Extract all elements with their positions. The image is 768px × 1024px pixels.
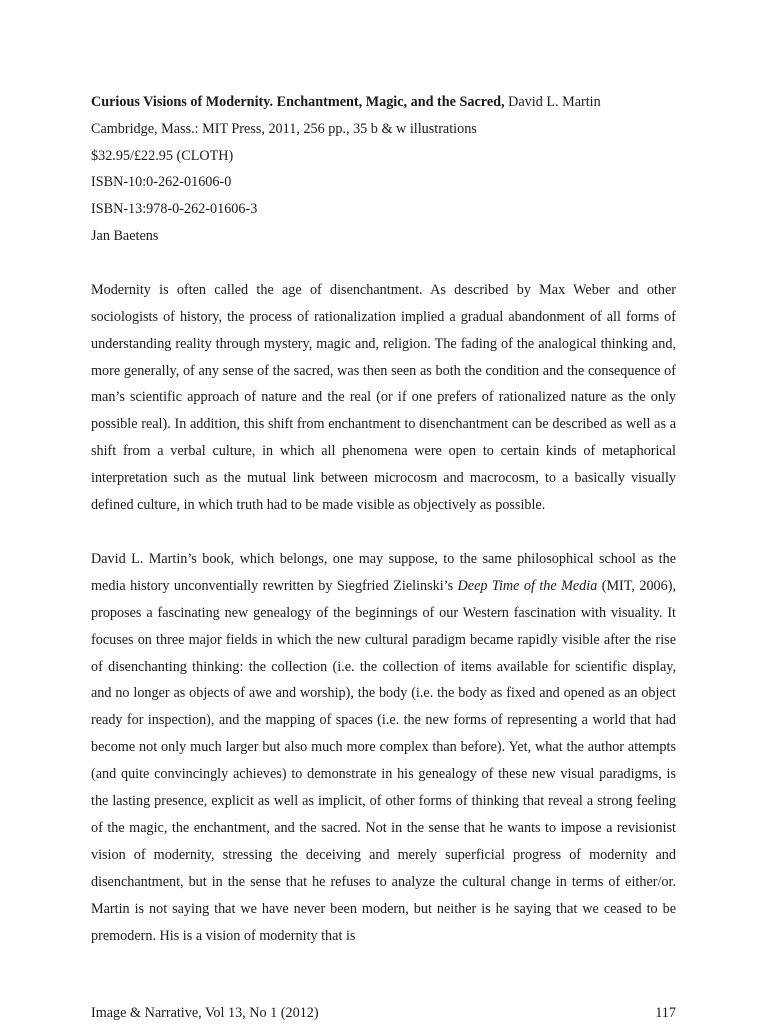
price-line: $32.95/£22.95 (CLOTH)	[91, 147, 234, 164]
journal-citation: Image & Narrative, Vol 13, No 1 (2012)	[91, 1005, 319, 1021]
page-footer	[91, 1004, 676, 1022]
title-line	[91, 89, 676, 116]
book-author: David L. Martin	[508, 94, 601, 110]
reviewer-name: Jan Baetens	[91, 227, 159, 244]
document-page	[91, 89, 676, 950]
cited-title: Deep Time of the Media	[457, 577, 598, 594]
publisher-line: Cambridge, Mass.: MIT Press, 2011, 256 pp., 35 b & w illustrations	[91, 120, 477, 137]
bibliographic-header	[91, 89, 676, 250]
body-paragraph-2	[91, 546, 676, 950]
paragraph2-text-start: David L. Martin’s book, which belongs, one may suppose, to the same philosophical school as the media history unconventially rewritten by Siegfried Zielinski’s	[91, 550, 676, 594]
book-title: Curious Visions of Modernity. Enchantment, Magic, and the Sacred,	[91, 94, 505, 110]
body-paragraph-1: Modernity is often called the age of disenchantment. As described by Max Weber and other sociologists of history, the process of rationalization implied a gradual abandonment of all forms of understanding reality through mystery, magic and, religion. The fading of the analogical thinking and, more generally, of any sense of the sacred, was then seen as both the condition and the consequence of man’s scientific approach of nature and the real (or if one prefers of rationalized nature as the only possible real). In addition, this shift from enchantment to disenchantment can be described as well as a shift from a verbal culture, in which all phenomena were open to certain kinds of metaphorical interpretation such as the mutual link between microcosm and macrocosm, to a basically visually defined culture, in which truth had to be made visible as objectively as possible.	[91, 281, 676, 514]
isbn10-line: ISBN-10:0-262-01606-0	[91, 174, 232, 191]
page-number: 117	[655, 1005, 676, 1021]
paragraph2-text-rest: (MIT, 2006), proposes a fascinating new genealogy of the beginnings of our Western fascination with visuality. It focuses on three major fields in which the new cultural paradigm became rapidly visible after the rise of disenchanting thinking: the collection (i.e. the collection of items available for scientific display, and no longer as objects of awe and worship), the body (i.e. the body as fixed and opened as an object ready for inspection), and the mapping of spaces (i.e. the new forms of representing a world that had become not only much larger but also much more complex than before). Yet, what the author attempts (and quite convincingly achieves) to demonstrate in his genealogy of these new visual paradigms, is the lasting presence, explicit as well as implicit, of other forms of thinking that reveal a strong feeling of the magic, the enchantment, and the sacred. Not in the sense that he wants to impose a revisionist vision of modernity, stressing the deceiving and merely superficial progress of modernity and disenchantment, but in the sense that he refuses to analyze the cultural change in terms of either/or. Martin is not saying that we have never been modern, but neither is he saying that we ceased to be premodern. His is a vision of modernity that is	[91, 577, 676, 944]
isbn13-line: ISBN-13:978-0-262-01606-3	[91, 201, 258, 218]
